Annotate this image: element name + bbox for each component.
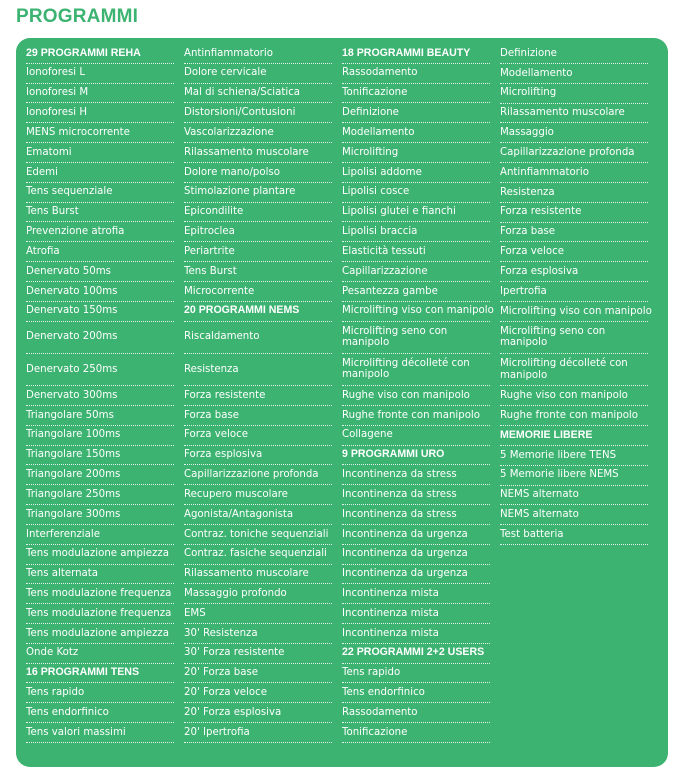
program-item: Distorsioni/Contusioni bbox=[184, 103, 332, 123]
program-item: Periartrite bbox=[184, 242, 332, 262]
empty-cell bbox=[500, 743, 648, 763]
program-item: Massaggio bbox=[500, 123, 648, 143]
program-item: Dolore mano/polso bbox=[184, 163, 332, 183]
program-item: Incontinenza mista bbox=[342, 584, 490, 604]
empty-cell bbox=[500, 585, 648, 605]
program-item: Collagene bbox=[342, 426, 490, 446]
program-item: Incontinenza mista bbox=[342, 624, 490, 644]
program-item: Ionoforesi L bbox=[26, 64, 174, 84]
empty-cell bbox=[500, 565, 648, 585]
program-item: Capillarizzazione profonda bbox=[500, 143, 648, 163]
program-item: NEMS alternato bbox=[500, 505, 648, 525]
program-item: Tens endorfinico bbox=[342, 683, 490, 703]
program-item: Microlifting bbox=[342, 143, 490, 163]
program-item: 20' Forza veloce bbox=[184, 683, 332, 703]
program-item: Contraz. toniche sequenziali bbox=[184, 525, 332, 545]
program-item: Tonificazione bbox=[342, 84, 490, 104]
program-item: Tens valori massimi bbox=[26, 723, 174, 743]
program-item: Tens rapido bbox=[26, 683, 174, 703]
program-item: Incontinenza da urgenza bbox=[342, 545, 490, 565]
program-item: 5 Memorie libere NEMS bbox=[500, 466, 648, 486]
program-item: Forza esplosiva bbox=[500, 262, 648, 282]
program-item: Capillarizzazione profonda bbox=[184, 465, 332, 485]
program-item: Tens endorfinico bbox=[26, 703, 174, 723]
program-item: Denervato 150ms bbox=[26, 302, 174, 322]
program-item: Forza base bbox=[184, 406, 332, 426]
program-item: Antinfiammatorio bbox=[500, 163, 648, 183]
programs-column-1 bbox=[26, 44, 174, 763]
empty-cell bbox=[342, 743, 490, 763]
program-item: Riscaldamento bbox=[184, 322, 332, 354]
section-heading: 9 PROGRAMMI URO bbox=[342, 446, 490, 466]
empty-cell bbox=[500, 723, 648, 743]
program-item: 5 Memorie libere TENS bbox=[500, 446, 648, 466]
page-title: PROGRAMMI bbox=[16, 6, 139, 27]
program-item: EMS bbox=[184, 604, 332, 624]
program-item: Interferenziale bbox=[26, 525, 174, 545]
program-item: MENS microcorrente bbox=[26, 123, 174, 143]
program-item: Incontinenza da urgenza bbox=[342, 525, 490, 545]
program-item: Ipertrofia bbox=[500, 282, 648, 302]
program-item: Recupero muscolare bbox=[184, 485, 332, 505]
programs-column-3 bbox=[342, 44, 494, 763]
program-item: Rughe viso con manipolo bbox=[342, 386, 490, 406]
program-item: Microlifting décolleté con manipolo bbox=[500, 354, 648, 386]
program-item: Denervato 100ms bbox=[26, 282, 174, 302]
program-item: Triangolare 50ms bbox=[26, 406, 174, 426]
program-item: Ionoforesi M bbox=[26, 84, 174, 104]
program-item: Ematomi bbox=[26, 143, 174, 163]
program-item: Rughe viso con manipolo bbox=[500, 386, 648, 406]
program-item: 20' Forza esplosiva bbox=[184, 703, 332, 723]
program-item: Vascolarizzazione bbox=[184, 123, 332, 143]
program-item: Definizione bbox=[342, 103, 490, 123]
program-item: 30' Forza resistente bbox=[184, 644, 332, 664]
program-item: Resistenza bbox=[184, 354, 332, 386]
program-item: Rughe fronte con manipolo bbox=[342, 406, 490, 426]
program-item: Triangolare 150ms bbox=[26, 446, 174, 466]
program-item: Microcorrente bbox=[184, 282, 332, 302]
program-item: Antinfiammatorio bbox=[184, 44, 332, 64]
empty-cell bbox=[500, 644, 648, 664]
empty-cell bbox=[26, 743, 174, 763]
programs-grid bbox=[26, 44, 658, 763]
section-heading: 20 PROGRAMMI NEMS bbox=[184, 302, 332, 322]
program-item: Triangolare 250ms bbox=[26, 485, 174, 505]
empty-cell bbox=[500, 605, 648, 625]
program-item: Lipolisi glutei e fianchi bbox=[342, 203, 490, 223]
program-item: Triangolare 300ms bbox=[26, 505, 174, 525]
section-heading: 22 PROGRAMMI 2+2 USERS bbox=[342, 644, 490, 664]
program-item: Incontinenza da urgenza bbox=[342, 565, 490, 585]
program-item: Forza resistente bbox=[500, 203, 648, 223]
program-item: Rassodamento bbox=[342, 64, 490, 84]
program-item: Denervato 50ms bbox=[26, 262, 174, 282]
program-item: Ionoforesi H bbox=[26, 103, 174, 123]
program-item: Forza base bbox=[500, 223, 648, 243]
program-item: Rughe fronte con manipolo bbox=[500, 406, 648, 426]
program-item: Tonificazione bbox=[342, 723, 490, 743]
section-heading: 18 PROGRAMMI BEAUTY bbox=[342, 44, 490, 64]
programs-panel bbox=[16, 38, 668, 767]
program-item: Test batteria bbox=[500, 525, 648, 545]
program-item: Dolore cervicale bbox=[184, 64, 332, 84]
program-item: Tens Burst bbox=[184, 262, 332, 282]
program-item: Tens modulazione frequenza bbox=[26, 604, 174, 624]
program-item: Forza veloce bbox=[500, 242, 648, 262]
program-item: Microlifting viso con manipolo bbox=[500, 302, 648, 322]
program-item: Capillarizzazione bbox=[342, 262, 490, 282]
program-item: Microlifting seno con manipolo bbox=[500, 322, 648, 354]
program-item: Forza resistente bbox=[184, 386, 332, 406]
empty-cell bbox=[500, 684, 648, 704]
program-item: Microlifting décolleté con manipolo bbox=[342, 354, 490, 386]
program-item: Incontinenza da stress bbox=[342, 465, 490, 485]
program-item: Elasticità tessuti bbox=[342, 242, 490, 262]
program-item: Modellamento bbox=[342, 123, 490, 143]
program-item: Contraz. fasiche sequenziali bbox=[184, 545, 332, 565]
program-item: Edemi bbox=[26, 163, 174, 183]
program-item: Lipolisi braccia bbox=[342, 222, 490, 242]
program-item: Denervato 200ms bbox=[26, 322, 174, 354]
program-item: Atrofia bbox=[26, 242, 174, 262]
program-item: Incontinenza da stress bbox=[342, 485, 490, 505]
program-item: Resistenza bbox=[500, 183, 648, 203]
program-item: Prevenzione atrofia bbox=[26, 222, 174, 242]
program-item: 20' Ipertrofia bbox=[184, 723, 332, 743]
program-item: Denervato 250ms bbox=[26, 354, 174, 386]
program-item: Incontinenza mista bbox=[342, 604, 490, 624]
program-item: Pesantezza gambe bbox=[342, 282, 490, 302]
section-heading: MEMORIE LIBERE bbox=[500, 426, 648, 446]
program-item: Modellamento bbox=[500, 64, 648, 84]
program-item: Stimolazione plantare bbox=[184, 183, 332, 203]
program-item: Microlifting viso con manipolo bbox=[342, 302, 490, 322]
section-heading: 16 PROGRAMMI TENS bbox=[26, 664, 174, 684]
program-item: Mal di schiena/Sciatica bbox=[184, 84, 332, 104]
program-item: Epitroclea bbox=[184, 222, 332, 242]
program-item: Epicondilite bbox=[184, 203, 332, 223]
program-item: Tens modulazione ampiezza bbox=[26, 624, 174, 644]
program-item: Incontinenza da stress bbox=[342, 505, 490, 525]
program-item: Tens Burst bbox=[26, 203, 174, 223]
program-item: Tens rapido bbox=[342, 664, 490, 684]
program-item: Tens alternata bbox=[26, 565, 174, 585]
program-item: Agonista/Antagonista bbox=[184, 505, 332, 525]
program-item: Triangolare 100ms bbox=[26, 426, 174, 446]
section-heading: 29 PROGRAMMI REHA bbox=[26, 44, 174, 64]
program-item: 20' Forza base bbox=[184, 664, 332, 684]
program-item: Rassodamento bbox=[342, 703, 490, 723]
program-item: Tens modulazione frequenza bbox=[26, 584, 174, 604]
program-item: Lipolisi cosce bbox=[342, 183, 490, 203]
program-item: 30' Resistenza bbox=[184, 624, 332, 644]
program-item: Massaggio profondo bbox=[184, 584, 332, 604]
program-item: Forza esplosiva bbox=[184, 446, 332, 466]
empty-cell bbox=[500, 624, 648, 644]
program-item: Lipolisi addome bbox=[342, 163, 490, 183]
program-item: Rilassamento muscolare bbox=[184, 143, 332, 163]
programs-column-4 bbox=[500, 44, 652, 763]
program-item: Tens modulazione ampiezza bbox=[26, 545, 174, 565]
program-item: Definizione bbox=[500, 44, 648, 64]
program-item: Onde Kotz bbox=[26, 644, 174, 664]
empty-cell bbox=[500, 704, 648, 724]
program-item: Triangolare 200ms bbox=[26, 465, 174, 485]
program-item: Microlifting seno con manipolo bbox=[342, 322, 490, 354]
program-item: NEMS alternato bbox=[500, 486, 648, 506]
empty-cell bbox=[184, 743, 332, 763]
program-item: Denervato 300ms bbox=[26, 386, 174, 406]
program-item: Microlifting bbox=[500, 84, 648, 104]
program-item: Rilassamento muscolare bbox=[500, 104, 648, 124]
program-item: Rilassamento muscolare bbox=[184, 565, 332, 585]
program-item: Tens sequenziale bbox=[26, 183, 174, 203]
program-item: Forza veloce bbox=[184, 426, 332, 446]
programs-column-2 bbox=[184, 44, 332, 763]
empty-cell bbox=[500, 545, 648, 565]
empty-cell bbox=[500, 664, 648, 684]
